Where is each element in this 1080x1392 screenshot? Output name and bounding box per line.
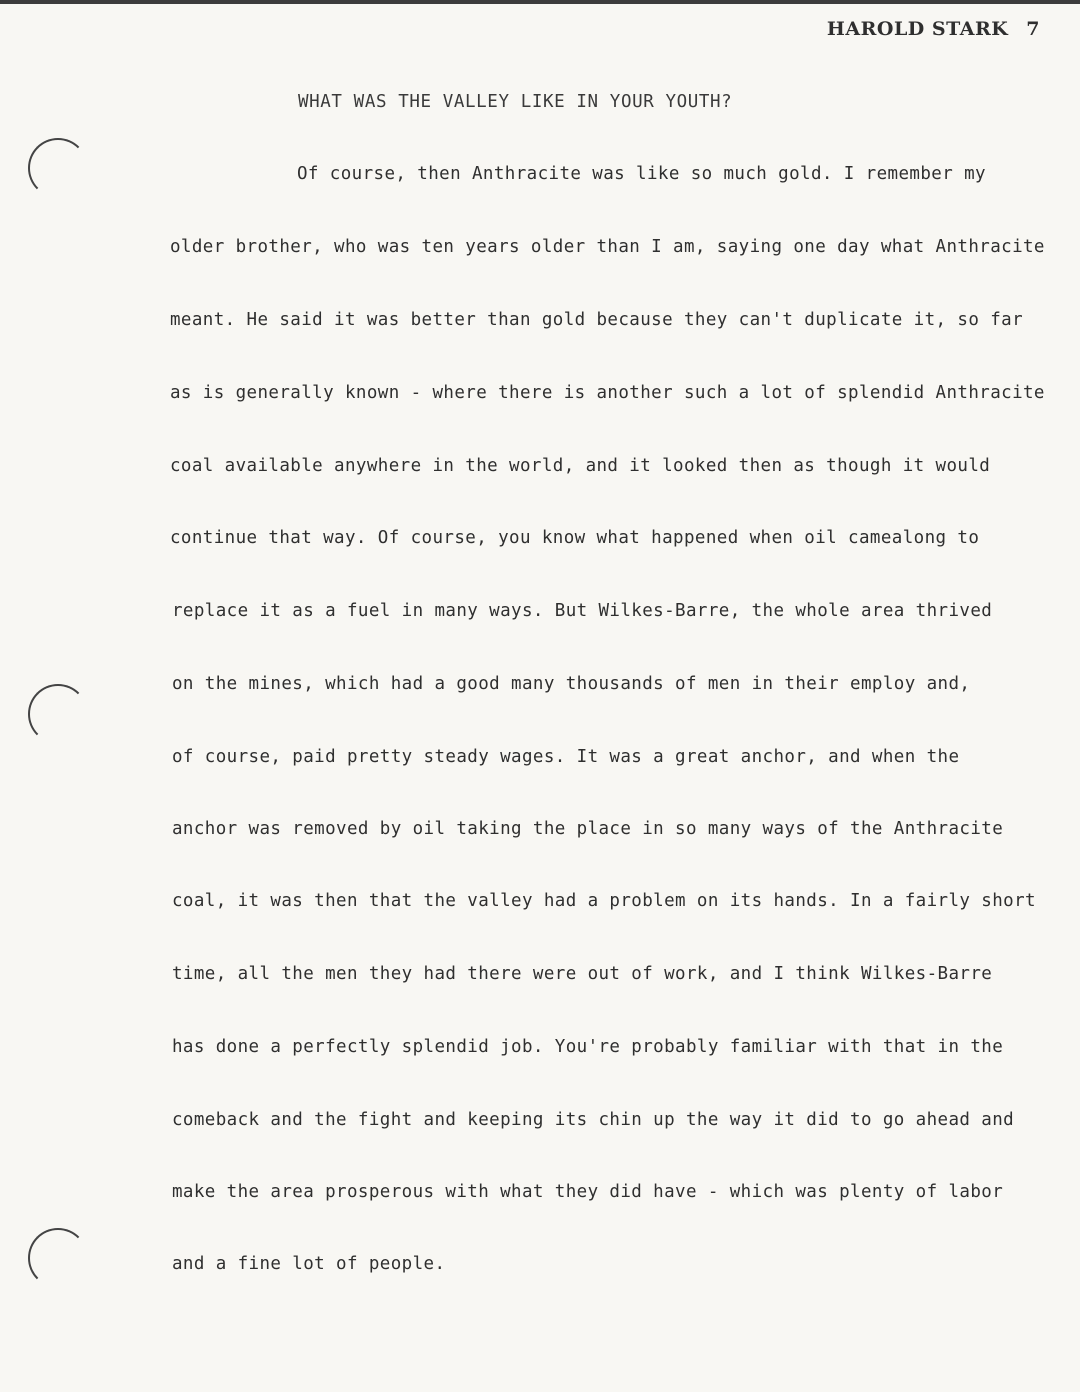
section-question: WHAT WAS THE VALLEY LIKE IN YOUR YOUTH? xyxy=(298,92,733,112)
body-line: Of course, then Anthracite was like so much gold. I remember my xyxy=(297,164,986,184)
binder-hole-bottom xyxy=(28,1228,88,1288)
binder-hole-top xyxy=(28,138,88,198)
body-line: on the mines, which had a good many thousands of men in their employ and, xyxy=(172,674,971,694)
body-line: comeback and the fight and keeping its chin up the way it did to go ahead and xyxy=(172,1110,1015,1130)
body-line: has done a perfectly splendid job. You're probably familiar with that in the xyxy=(172,1037,1004,1057)
body-line: anchor was removed by oil taking the place in so many ways of the Anthracite xyxy=(172,819,1004,839)
body-line: and a fine lot of people. xyxy=(172,1254,446,1274)
body-line: as is generally known - where there is another such a lot of splendid Anthracite xyxy=(170,383,1045,403)
binder-hole-middle xyxy=(28,684,88,744)
body-line: continue that way. Of course, you know what happened when oil camealong to xyxy=(170,528,980,548)
body-line: of course, paid pretty steady wages. It was a great anchor, and when the xyxy=(172,747,960,767)
body-line: make the area prosperous with what they did have - which was plenty of labor xyxy=(172,1182,1004,1202)
body-line: time, all the men they had there were out of work, and I think Wilkes-Barre xyxy=(172,964,993,984)
page-header xyxy=(827,18,1040,40)
body-line: older brother, who was ten years older than I am, saying one day what Anthracite xyxy=(170,237,1045,257)
header-name: HAROLD STARK xyxy=(826,18,1009,40)
body-line: replace it as a fuel in many ways. But Wilkes-Barre, the whole area thrived xyxy=(172,601,993,621)
body-line: coal available anywhere in the world, and it looked then as though it would xyxy=(170,456,991,476)
body-line: coal, it was then that the valley had a problem on its hands. In a fairly short xyxy=(172,891,1036,911)
page-number: 7 xyxy=(1026,18,1040,40)
body-line: meant. He said it was better than gold because they can't duplicate it, so far xyxy=(170,310,1023,330)
